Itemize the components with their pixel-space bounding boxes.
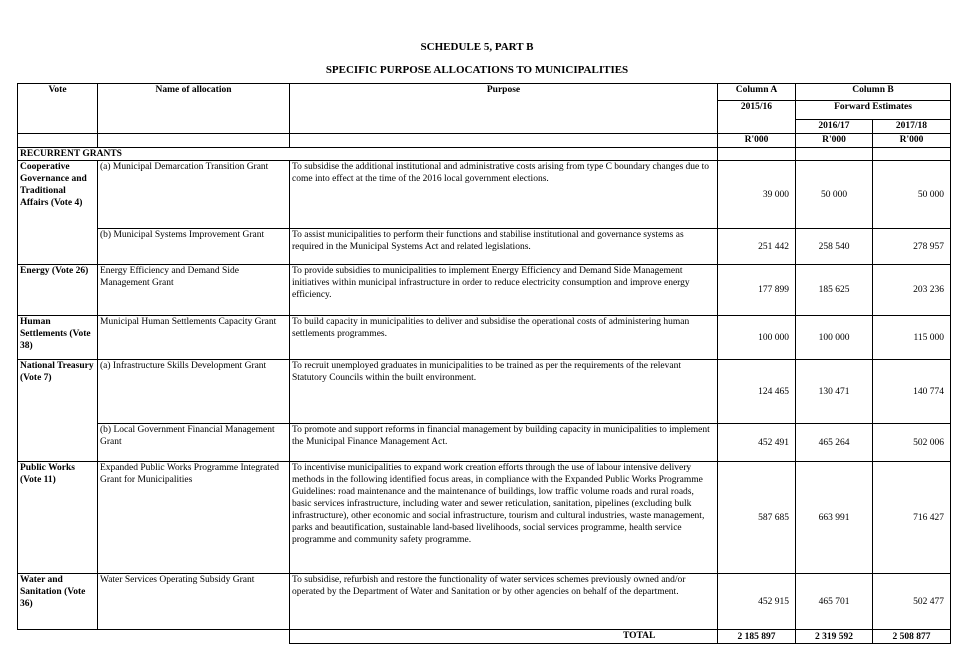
allocation-name: (a) Infrastructure Skills Development Grant <box>98 360 290 424</box>
allocation-name: Energy Efficiency and Demand Side Management Grant <box>98 265 290 316</box>
allocation-purpose: To build capacity in municipalities to deliver and subsidise the operational costs of administering human settlements programmes. <box>290 316 718 360</box>
total-label: TOTAL <box>290 630 718 644</box>
value-2016: 258 540 <box>796 229 873 265</box>
header-vote: Vote <box>18 84 98 134</box>
allocation-purpose: To assist municipalities to perform their functions and stabilise institutional and governance systems as required in the Municipal Systems Act and related legislations. <box>290 229 718 265</box>
total-2016: 2 319 592 <box>796 630 873 644</box>
value-2015: 39 000 <box>718 161 796 229</box>
header-name: Name of allocation <box>98 84 290 134</box>
value-2016: 185 625 <box>796 265 873 316</box>
vote-cell: Cooperative Governance and Traditional Affairs (Vote 4) <box>18 161 98 265</box>
value-2017: 115 000 <box>873 316 951 360</box>
allocation-name: (b) Municipal Systems Improvement Grant <box>98 229 290 265</box>
value-2017: 502 006 <box>873 424 951 462</box>
table-row <box>18 360 951 424</box>
table-row <box>18 265 951 316</box>
allocation-purpose: To provide subsidies to municipalities to implement Energy Efficiency and Demand Side Management initiatives within municipal infrastructure in order to reduce electricity consumption and improve energy efficiency. <box>290 265 718 316</box>
value-2016: 100 000 <box>796 316 873 360</box>
header-year-2015: 2015/16 <box>718 101 796 134</box>
allocations-table <box>17 83 951 644</box>
table-row <box>18 316 951 360</box>
table-row <box>18 229 951 265</box>
value-2015: 587 685 <box>718 462 796 574</box>
allocation-name: Municipal Human Settlements Capacity Grant <box>98 316 290 360</box>
allocation-name: Water Services Operating Subsidy Grant <box>98 574 290 630</box>
section-recurrent-grants: RECURRENT GRANTS <box>18 148 718 161</box>
value-2015: 251 442 <box>718 229 796 265</box>
table-row <box>18 574 951 630</box>
table-row <box>18 424 951 462</box>
total-2015: 2 185 897 <box>718 630 796 644</box>
vote-cell: Human Settlements (Vote 38) <box>18 316 98 360</box>
header-purpose: Purpose <box>290 84 718 134</box>
vote-cell: Energy (Vote 26) <box>18 265 98 316</box>
value-2015: 124 465 <box>718 360 796 424</box>
total-row <box>18 630 951 644</box>
value-2016: 465 701 <box>796 574 873 630</box>
value-2016: 130 471 <box>796 360 873 424</box>
unit-column-b2: R'000 <box>873 134 951 148</box>
allocation-name: Expanded Public Works Programme Integrated Grant for Municipalities <box>98 462 290 574</box>
schedule-subtitle: SPECIFIC PURPOSE ALLOCATIONS TO MUNICIPALITIES <box>325 64 629 76</box>
header-year-2017: 2017/18 <box>873 120 951 134</box>
value-2017: 278 957 <box>873 229 951 265</box>
allocation-purpose: To promote and support reforms in financial management by building capacity in municipalities to implement the Municipal Finance Management Act. <box>290 424 718 462</box>
total-2017: 2 508 877 <box>873 630 951 644</box>
value-2015: 452 491 <box>718 424 796 462</box>
value-2017: 203 236 <box>873 265 951 316</box>
allocation-purpose: To subsidise, refurbish and restore the functionality of water services schemes previously owned and/or operated by the Department of Water and Sanitation or by other agencies on behalf of the department. <box>290 574 718 630</box>
value-2015: 100 000 <box>718 316 796 360</box>
unit-column-a: R'000 <box>718 134 796 148</box>
value-2017: 140 774 <box>873 360 951 424</box>
table-row <box>18 462 951 574</box>
allocation-purpose: To subsidise the additional institutional and administrative costs arising from type C boundary changes due to come into effect at the time of the 2016 local government elections. <box>290 161 718 229</box>
allocation-purpose: To incentivise municipalities to expand work creation efforts through the use of labour intensive delivery methods in the following identified focus areas, in compliance with the Expanded Public Works Programme Guidelines: road maintenance and the maintenance of buildings, low traffic volume roads and rural roads, basic services infrastructure, including water and sewer reticulation, sanitation, pipelines (excluding bulk infrastructure), other economic and social infrastructure, tourism and cultural industries, waste management, parks and beautification, sustainable land-based livelihoods, social services programme, health service programme and community safety programme. <box>290 462 718 574</box>
value-2015: 177 899 <box>718 265 796 316</box>
unit-column-b1: R'000 <box>796 134 873 148</box>
header-forward-estimates: Forward Estimates <box>796 101 951 120</box>
allocation-purpose: To recruit unemployed graduates in municipalities to be trained as per the requirements of the relevant Statutory Councils within the built environment. <box>290 360 718 424</box>
header-column-a: Column A <box>718 84 796 101</box>
value-2016: 663 991 <box>796 462 873 574</box>
allocation-name: (a) Municipal Demarcation Transition Grant <box>98 161 290 229</box>
value-2016: 50 000 <box>796 161 873 229</box>
allocation-name: (b) Local Government Financial Management Grant <box>98 424 290 462</box>
vote-cell: Public Works (Vote 11) <box>18 462 98 574</box>
value-2015: 452 915 <box>718 574 796 630</box>
header-year-2016: 2016/17 <box>796 120 873 134</box>
table-row <box>18 161 951 229</box>
value-2017: 502 477 <box>873 574 951 630</box>
value-2016: 465 264 <box>796 424 873 462</box>
vote-cell: Water and Sanitation (Vote 36) <box>18 574 98 630</box>
vote-cell: National Treasury (Vote 7) <box>18 360 98 462</box>
schedule-title: SCHEDULE 5, PART B <box>420 41 534 53</box>
value-2017: 716 427 <box>873 462 951 574</box>
value-2017: 50 000 <box>873 161 951 229</box>
header-column-b: Column B <box>796 84 951 101</box>
